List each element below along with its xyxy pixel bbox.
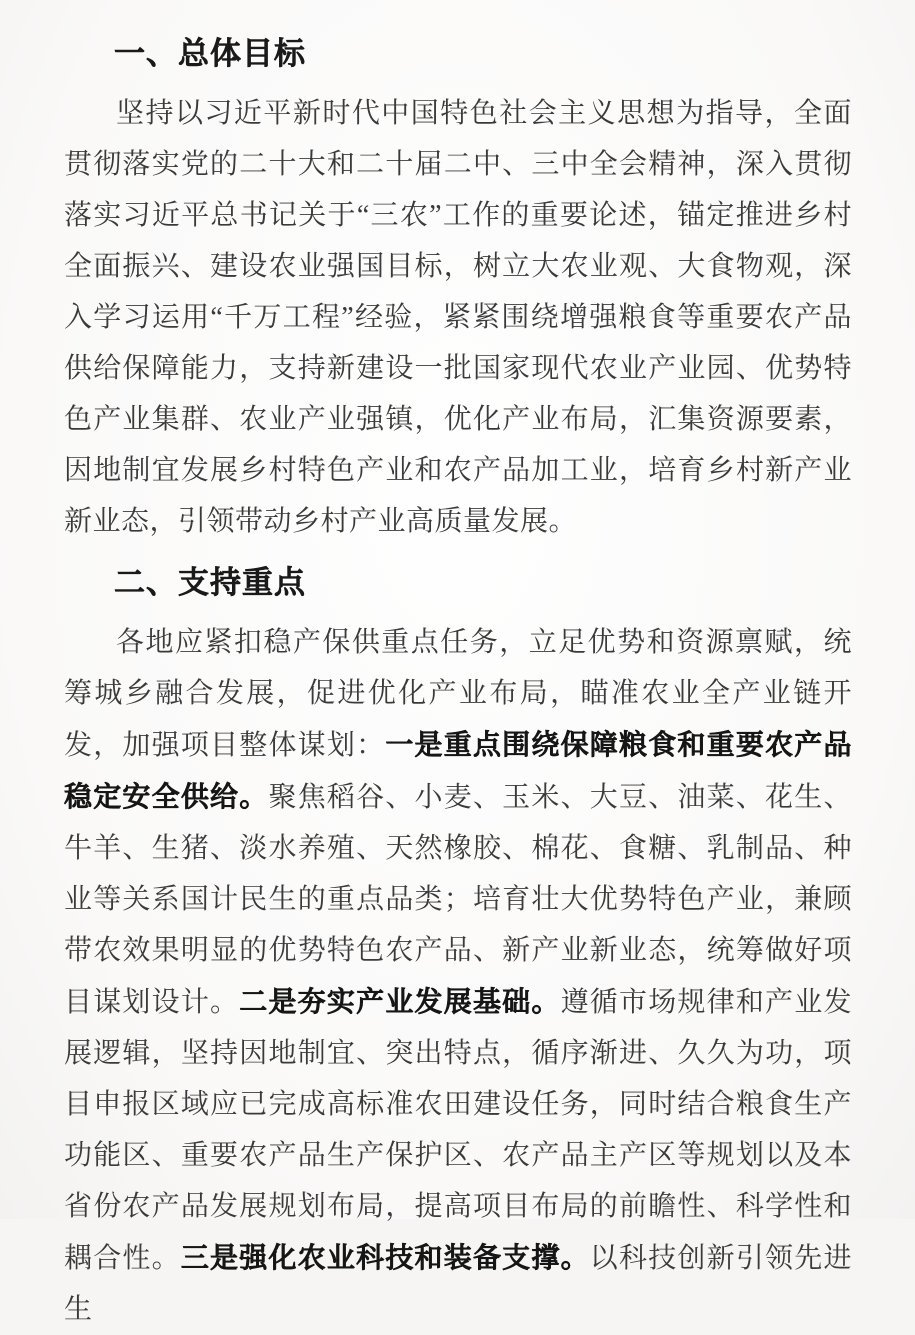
text-run: 聚焦稻谷、小麦、玉米、大豆、油菜、花生、牛羊、生猪、淡水养殖、天然橡胶、棉花、食糖、乳制品、种业等关系国计民生的重点品类；培育壮大优势特色产业，兼顾带农效果明显的优势特色农产品、新产业新业态，统筹做好项目谋划设计。 — [64, 782, 852, 1018]
text-run: 遵循市场规律和产业发展逻辑，坚持因地制宜、突出特点，循序渐进、久久为功，项目申报区域应已完成高标准农田建设任务，同时结合粮食生产功能区、重要农产品生产保护区、农产品主产区等规划以及本省份农产品发展规划布局，提高项目布局的前瞻性、科学性和耦合性。 — [64, 987, 852, 1274]
emphasis-run: 三是强化农业科技和装备支撑。 — [180, 1242, 590, 1273]
section-heading: 一、总体目标 — [114, 36, 306, 71]
emphasis-run: 一是重点围绕保障粮食和重要农产品稳定安全供给。 — [64, 729, 852, 812]
paragraph — [64, 617, 852, 1335]
document-body — [64, 34, 852, 1335]
section-heading: 二、支持重点 — [114, 565, 306, 600]
emphasis-run: 二是夯实产业发展基础。 — [239, 986, 561, 1017]
text-run: 各地应紧扣稳产保供重点任务，立足优势和资源禀赋，统筹城乡融合发展，促进优化产业布局，瞄准农业全产业链开发，加强项目整体谋划： — [64, 627, 852, 761]
text-run: 坚持以习近平新时代中国特色社会主义思想为指导，全面贯彻落实党的二十大和二十届二中、三中全会精神，深入贯彻落实习近平总书记关于“三农”工作的重要论述，锚定推进乡村全面振兴、建设农业强国目标，树立大农业观、大食物观，深入学习运用“千万工程”经验，紧紧围绕增强粮食等重要农产品供给保障能力，支持新建设一批国家现代农业产业园、优势特色产业集群、农业产业强镇，优化产业布局，汇集资源要素，因地制宜发展乡村特色产业和农产品加工业，培育乡村新产业新业态，引领带动乡村产业高质量发展。 — [64, 98, 852, 537]
text-run: 以科技创新引领先进生 — [64, 1243, 852, 1325]
paragraph — [64, 88, 852, 547]
